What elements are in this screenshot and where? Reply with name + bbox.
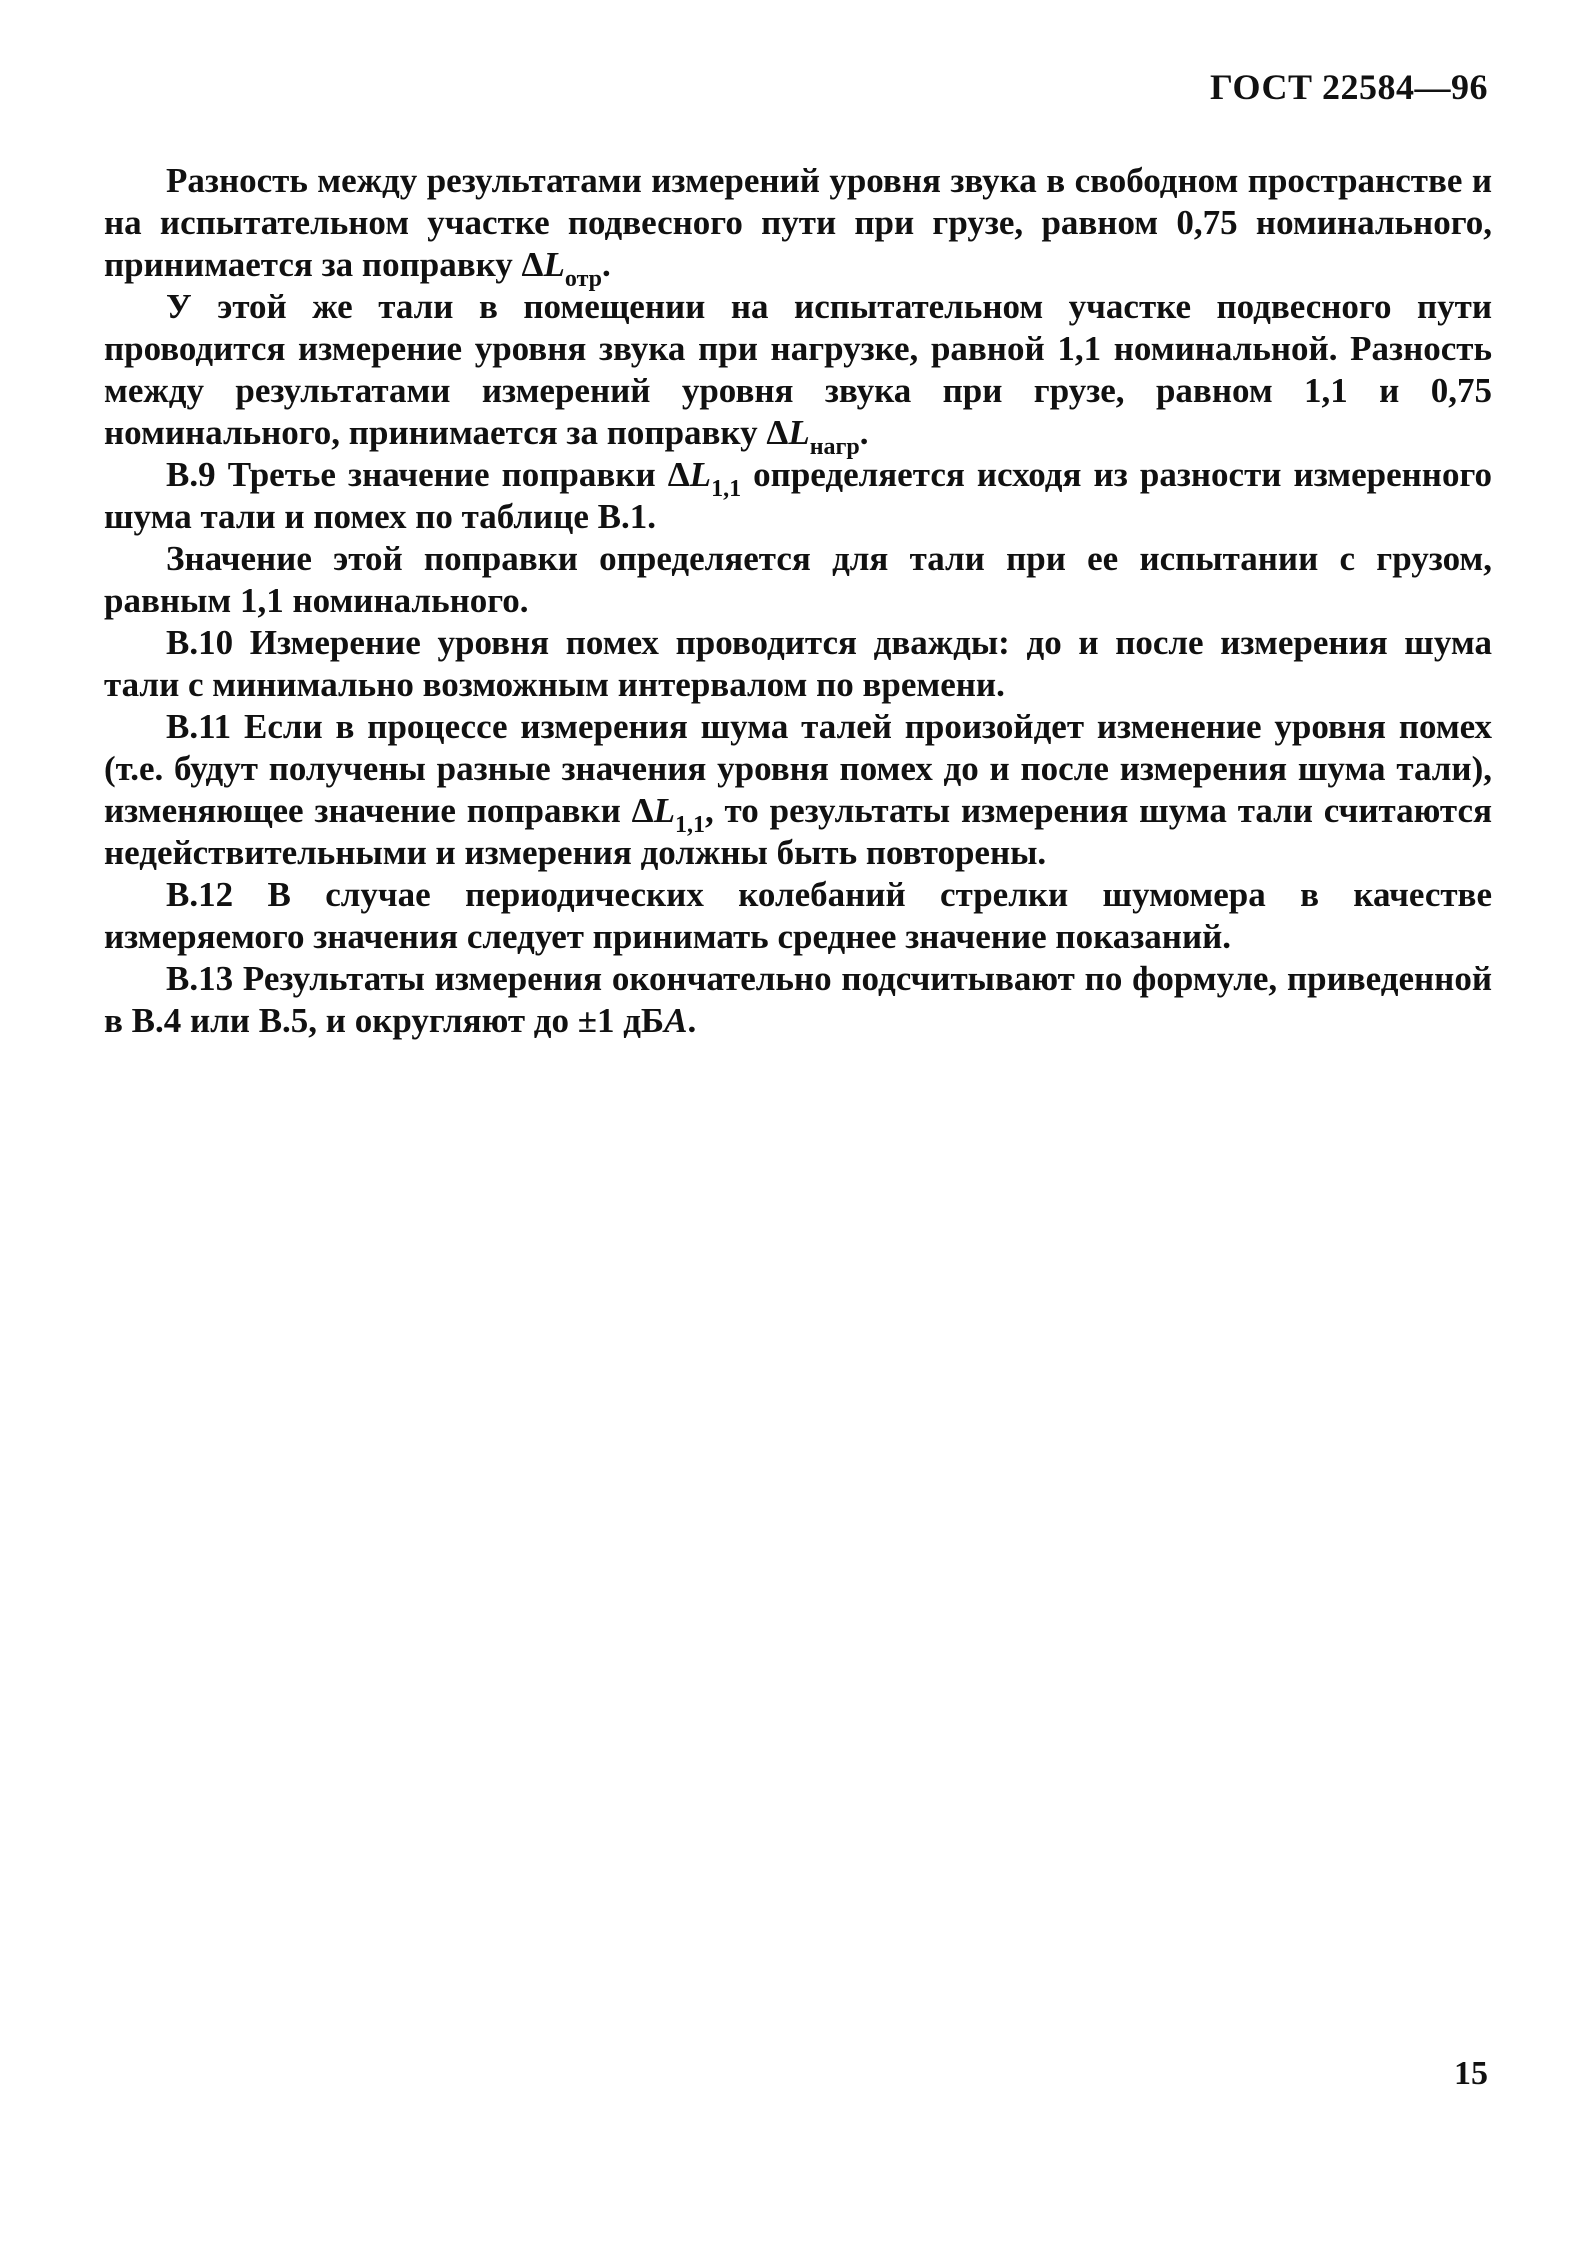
paragraph-text: Разность между результатами измерений уровня звука в свободном пространстве и на испытательном участке подвесного пути при грузе, равном 0,75 номинального, принимается за поправку: [104, 161, 1492, 284]
paragraph-b13: [104, 958, 1492, 1042]
paragraph-b8-correction-otr: [104, 160, 1492, 292]
delta-symbol: Δ: [667, 455, 690, 494]
variable-symbol: L: [653, 791, 675, 830]
delta-symbol: Δ: [521, 245, 544, 284]
subscript: 1,1: [674, 812, 705, 838]
paragraph-text-end: .: [687, 1001, 697, 1040]
paragraph-b8-correction-nagr: [104, 286, 1492, 460]
paragraph-text-end: .: [602, 245, 611, 284]
delta-symbol: Δ: [766, 413, 789, 452]
document-body: [104, 160, 1492, 1042]
paragraph-text: У этой же тали в помещении на испытательном участке подвесного пути проводится измерение уровня звука при нагрузке, равной 1,1 номинальной. Разность между результатами измерений уровня звука при грузе, равном 1,1 и 0,75 номинального, принимается за поправку: [104, 287, 1492, 452]
subscript: отр: [564, 266, 603, 292]
page-number: 15: [1454, 2055, 1488, 2092]
paragraph-text-end: определяется исходя из разности измеренного шума тали и помех по таблице В.1.: [104, 455, 1492, 536]
paragraph-text: В.9 Третье значение поправки: [166, 455, 668, 494]
document-code-header: ГОСТ 22584—96: [1210, 67, 1488, 107]
paragraph-b10: В.10 Измерение уровня помех проводится дважды: до и после измерения шума тали с минимально возможным интервалом по времени.: [104, 623, 1492, 704]
paragraph-b11: [104, 706, 1492, 874]
variable-symbol: L: [788, 413, 810, 452]
subscript: 1,1: [711, 476, 742, 502]
unit-letter: А: [664, 1001, 688, 1040]
paragraph-b9-value: Значение этой поправки определяется для тали при ее испытании с грузом, равным 1,1 номинального.: [104, 539, 1492, 620]
delta-symbol: Δ: [631, 791, 654, 830]
variable-symbol: L: [689, 455, 712, 494]
paragraph-text: В.13 Результаты измерения окончательно подсчитывают по формуле, приведенной в В.4 или В.5, и округляют до ±1 дБ: [104, 959, 1492, 1040]
paragraph-b12: В.12 В случае периодических колебаний стрелки шумомера в качестве измеряемого значения следует принимать среднее значение показаний.: [104, 875, 1492, 956]
paragraph-text-end: , то результаты измерения шума тали считаются недействительными и измерения должны быть повторены.: [104, 791, 1493, 872]
paragraph-text-end: .: [859, 413, 869, 452]
paragraph-text: В.11 Если в процессе измерения шума талей произойдет изменение уровня помех (т.е. будут получены разные значения уровня помех до и после измерения шума тали), изменяющее значение поправки: [104, 707, 1492, 830]
subscript: нагр: [809, 434, 860, 460]
paragraph-b9: [104, 454, 1492, 538]
variable-symbol: L: [543, 245, 565, 284]
